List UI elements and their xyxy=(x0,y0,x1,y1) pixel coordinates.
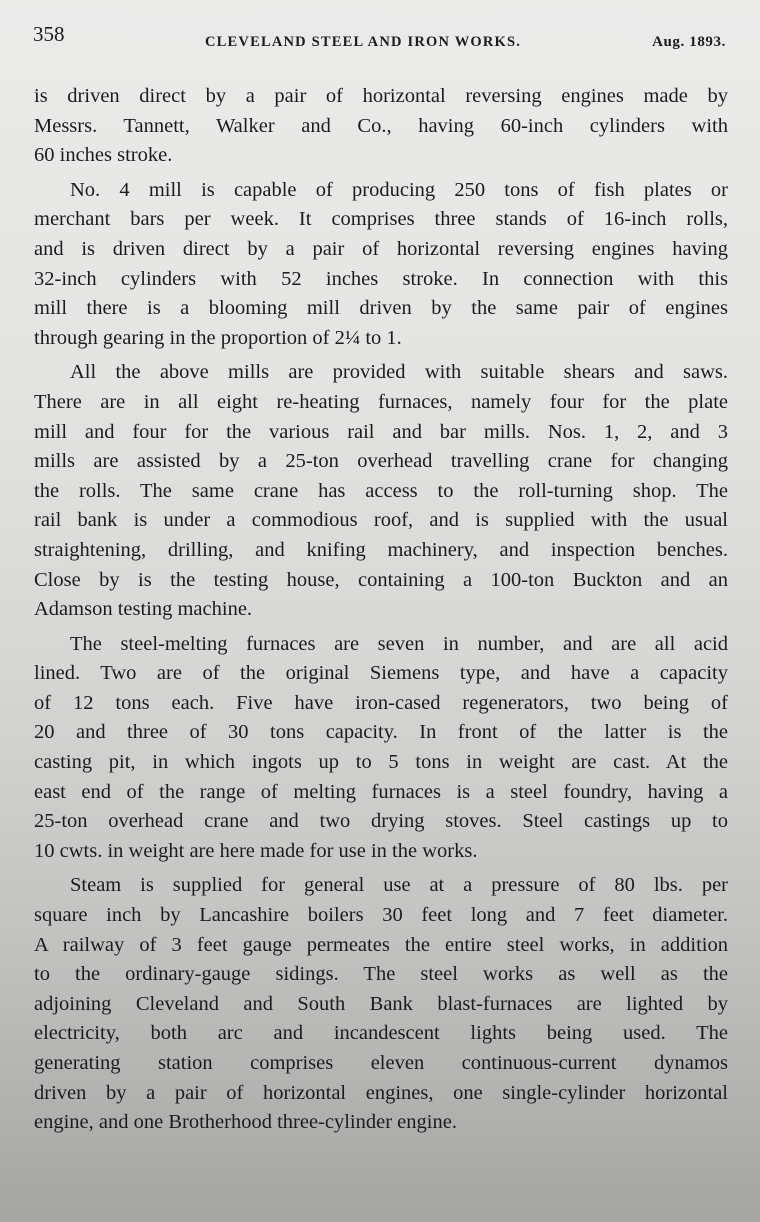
page-number: 358 xyxy=(33,22,65,46)
paragraph xyxy=(34,82,728,171)
text-line: 20 and three of 30 tons capacity. In front of the latter is the xyxy=(34,721,728,744)
text-line: engine, and one Brotherhood three-cylinder engine. xyxy=(34,1111,457,1134)
text-line: the rolls. The same crane has access to the roll-turning shop. The xyxy=(34,479,728,502)
text-line: square inch by Lancashire boilers 30 feet long and 7 feet diameter. xyxy=(34,904,728,927)
text-line: rail bank is under a commodious roof, and is supplied with the usual xyxy=(34,509,728,532)
text-line: lined. Two are of the original Siemens type, and have a capacity xyxy=(34,662,728,685)
text-line: straightening, drilling, and knifing machinery, and inspection benches. xyxy=(34,538,728,561)
text-line: generating station comprises eleven continuous-current dynamos xyxy=(34,1052,728,1074)
text-line: A railway of 3 feet gauge permeates the entire steel works, in addition xyxy=(34,933,728,956)
text-line: 60 inches stroke. xyxy=(34,144,173,167)
text-line: Close by is the testing house, containing a 100-ton Buckton and an xyxy=(34,568,728,591)
text-line: mill and four for the various rail and bar mills. Nos. 1, 2, and 3 xyxy=(34,420,728,443)
text-line: through gearing in the proportion of 2¼ to 1. xyxy=(34,326,402,349)
text-line: to the ordinary-gauge sidings. The steel works as well as the xyxy=(34,963,728,986)
text-line: Steam is supplied for general use at a pressure of 80 lbs. per xyxy=(70,874,728,897)
paragraph xyxy=(34,630,728,867)
text-line: 10 cwts. in weight are here made for use in the works. xyxy=(34,839,478,862)
text-line: casting pit, in which ingots up to 5 tons in weight are cast. At the xyxy=(34,751,728,774)
header-date: Aug. 1893. xyxy=(652,34,726,50)
paragraph xyxy=(34,358,728,624)
text-line: adjoining Cleveland and South Bank blast-furnaces are lighted by xyxy=(34,992,728,1015)
paragraph xyxy=(34,871,728,1137)
text-line: mills are assisted by a 25-ton overhead travelling crane for changing xyxy=(34,450,728,473)
text-line: driven by a pair of horizontal engines, one single-cylinder horizontal xyxy=(34,1081,728,1104)
text-line: 32-inch cylinders with 52 inches stroke. In connection with this xyxy=(34,267,728,290)
text-line: All the above mills are provided with suitable shears and saws. xyxy=(70,361,728,384)
text-line: 25-ton overhead crane and two drying stoves. Steel castings up to xyxy=(34,810,728,833)
paragraph xyxy=(34,176,728,354)
text-line: electricity, both arc and incandescent lights being used. The xyxy=(34,1022,728,1045)
text-line: Messrs. Tannett, Walker and Co., having 60-inch cylinders with xyxy=(34,114,728,137)
text-line: is driven direct by a pair of horizontal reversing engines made by xyxy=(34,85,728,107)
text-line: Adamson testing machine. xyxy=(34,598,253,621)
text-line: The steel-melting furnaces are seven in number, and are all acid xyxy=(70,632,728,655)
text-line: and is driven direct by a pair of horizontal reversing engines having xyxy=(34,237,728,260)
text-line: There are in all eight re-heating furnaces, namely four for the plate xyxy=(34,390,728,413)
page-header xyxy=(33,22,726,52)
page-body xyxy=(34,82,728,1138)
text-line: mill there is a blooming mill driven by the same pair of engines xyxy=(34,297,728,320)
text-line: merchant bars per week. It comprises three stands of 16-inch rolls, xyxy=(34,208,728,231)
text-line: east end of the range of melting furnaces is a steel foundry, having a xyxy=(34,780,728,803)
text-line: of 12 tons each. Five have iron-cased regenerators, two being of xyxy=(34,691,728,714)
running-title: CLEVELAND STEEL AND IRON WORKS. xyxy=(205,34,522,50)
text-line: No. 4 mill is capable of producing 250 tons of fish plates or xyxy=(70,178,728,201)
